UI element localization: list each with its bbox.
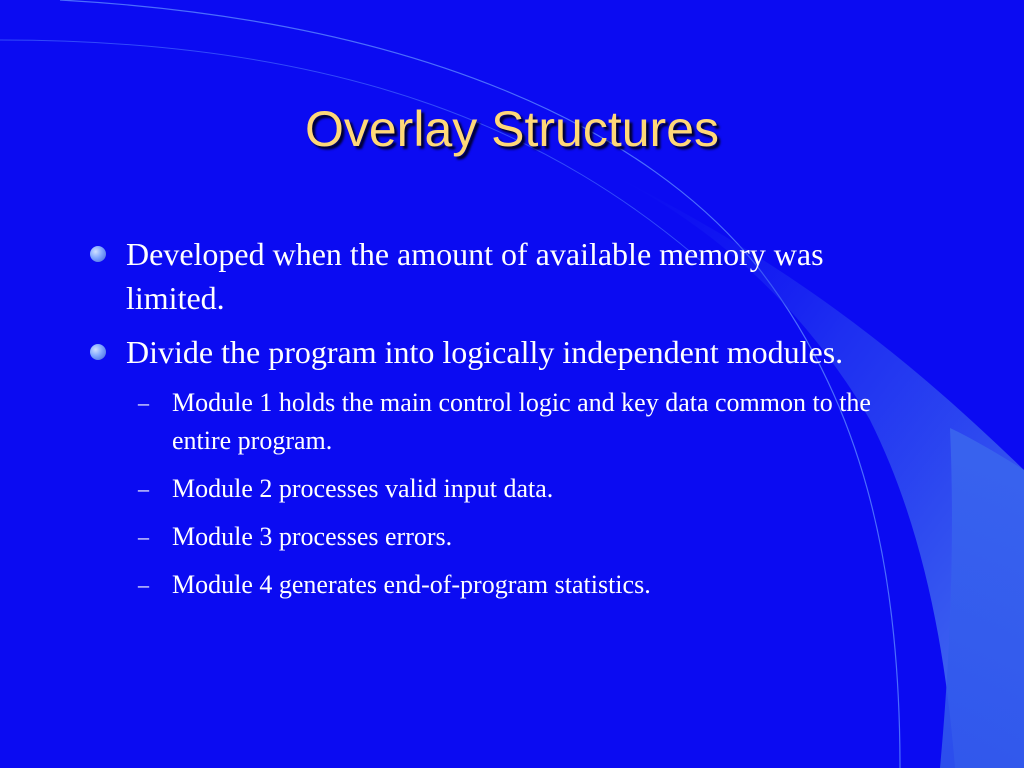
sub-bullet-item <box>90 384 930 460</box>
sub-bullet-text: Module 3 processes errors. <box>172 522 453 551</box>
bullet-item <box>90 330 930 374</box>
bullet-item <box>90 232 930 320</box>
dash-icon: – <box>138 524 149 549</box>
bullet-text: Developed when the amount of available memory was limited. <box>126 236 824 316</box>
dash-icon: – <box>138 476 149 501</box>
bullet-dot-icon <box>90 246 106 262</box>
sub-bullet-item <box>90 470 930 508</box>
sub-bullet-text: Module 1 holds the main control logic and key data common to the entire program. <box>172 388 871 455</box>
slide-title: Overlay Structures <box>304 101 719 157</box>
bullet-list <box>90 232 930 614</box>
dash-icon: – <box>138 572 149 597</box>
bullet-dot-icon <box>90 344 106 360</box>
dash-icon: – <box>138 390 149 415</box>
sub-bullet-item <box>90 518 930 556</box>
sub-bullet-item <box>90 566 930 604</box>
sub-bullet-text: Module 4 generates end-of-program statistics. <box>172 570 651 599</box>
bullet-text: Divide the program into logically independent modules. <box>126 334 844 370</box>
sub-bullet-text: Module 2 processes valid input data. <box>172 474 554 503</box>
